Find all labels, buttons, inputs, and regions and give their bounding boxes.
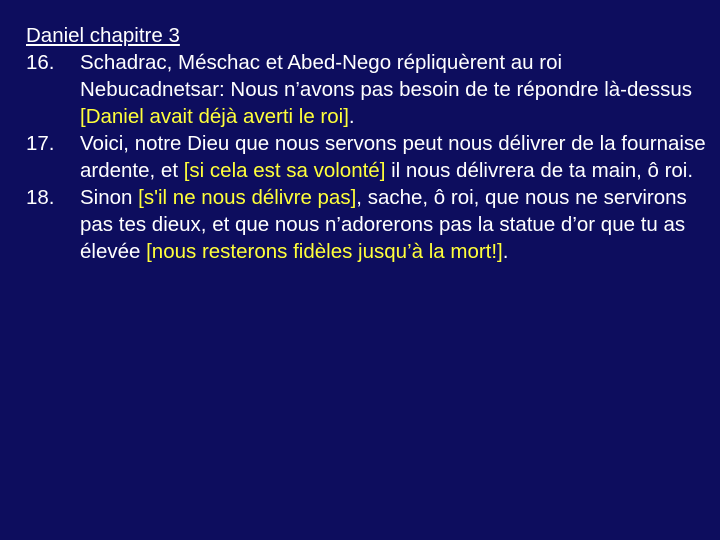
slide-title: Daniel chapitre 3 xyxy=(26,24,180,47)
verse-text-part: . xyxy=(502,240,509,263)
verse-highlight: [s'il ne nous délivre pas] xyxy=(138,186,357,209)
verse-highlight: [Daniel avait déjà averti le roi] xyxy=(80,105,349,128)
verse-text-part: Voici, notre Dieu que nous servons peut nous délivrer de la fournaise ardente, et xyxy=(80,132,706,182)
verse-16 xyxy=(26,49,706,130)
verse-17 xyxy=(26,130,706,184)
verse-text-part: . xyxy=(348,105,355,128)
verse-highlight: [si cela est sa volonté] xyxy=(183,159,386,182)
slide-content xyxy=(26,22,706,265)
verse-text xyxy=(80,49,706,130)
verse-text-part: il nous délivrera de ta main, ô roi. xyxy=(385,159,694,182)
verse-text-part: , sache, ô roi, que nous ne servirons pas tes dieux, et que nous n’adorerons pas la statue d’or que tu as élevée xyxy=(80,186,687,263)
verse-18 xyxy=(26,184,706,265)
verse-number: 18. xyxy=(26,186,55,209)
verse-text xyxy=(80,184,706,265)
verse-number: 17. xyxy=(26,132,55,155)
verse-highlight: [nous resterons fidèles jusqu’à la mort!] xyxy=(146,240,503,263)
verse-text-part: Schadrac, Méschac et Abed-Nego répliquèrent au roi Nebucadnetsar: Nous n’avons pas besoin de te répondre là-dessus xyxy=(80,51,692,101)
verse-text-part: Sinon xyxy=(80,186,139,209)
verse-number: 16. xyxy=(26,51,55,74)
verse-text xyxy=(80,130,706,184)
